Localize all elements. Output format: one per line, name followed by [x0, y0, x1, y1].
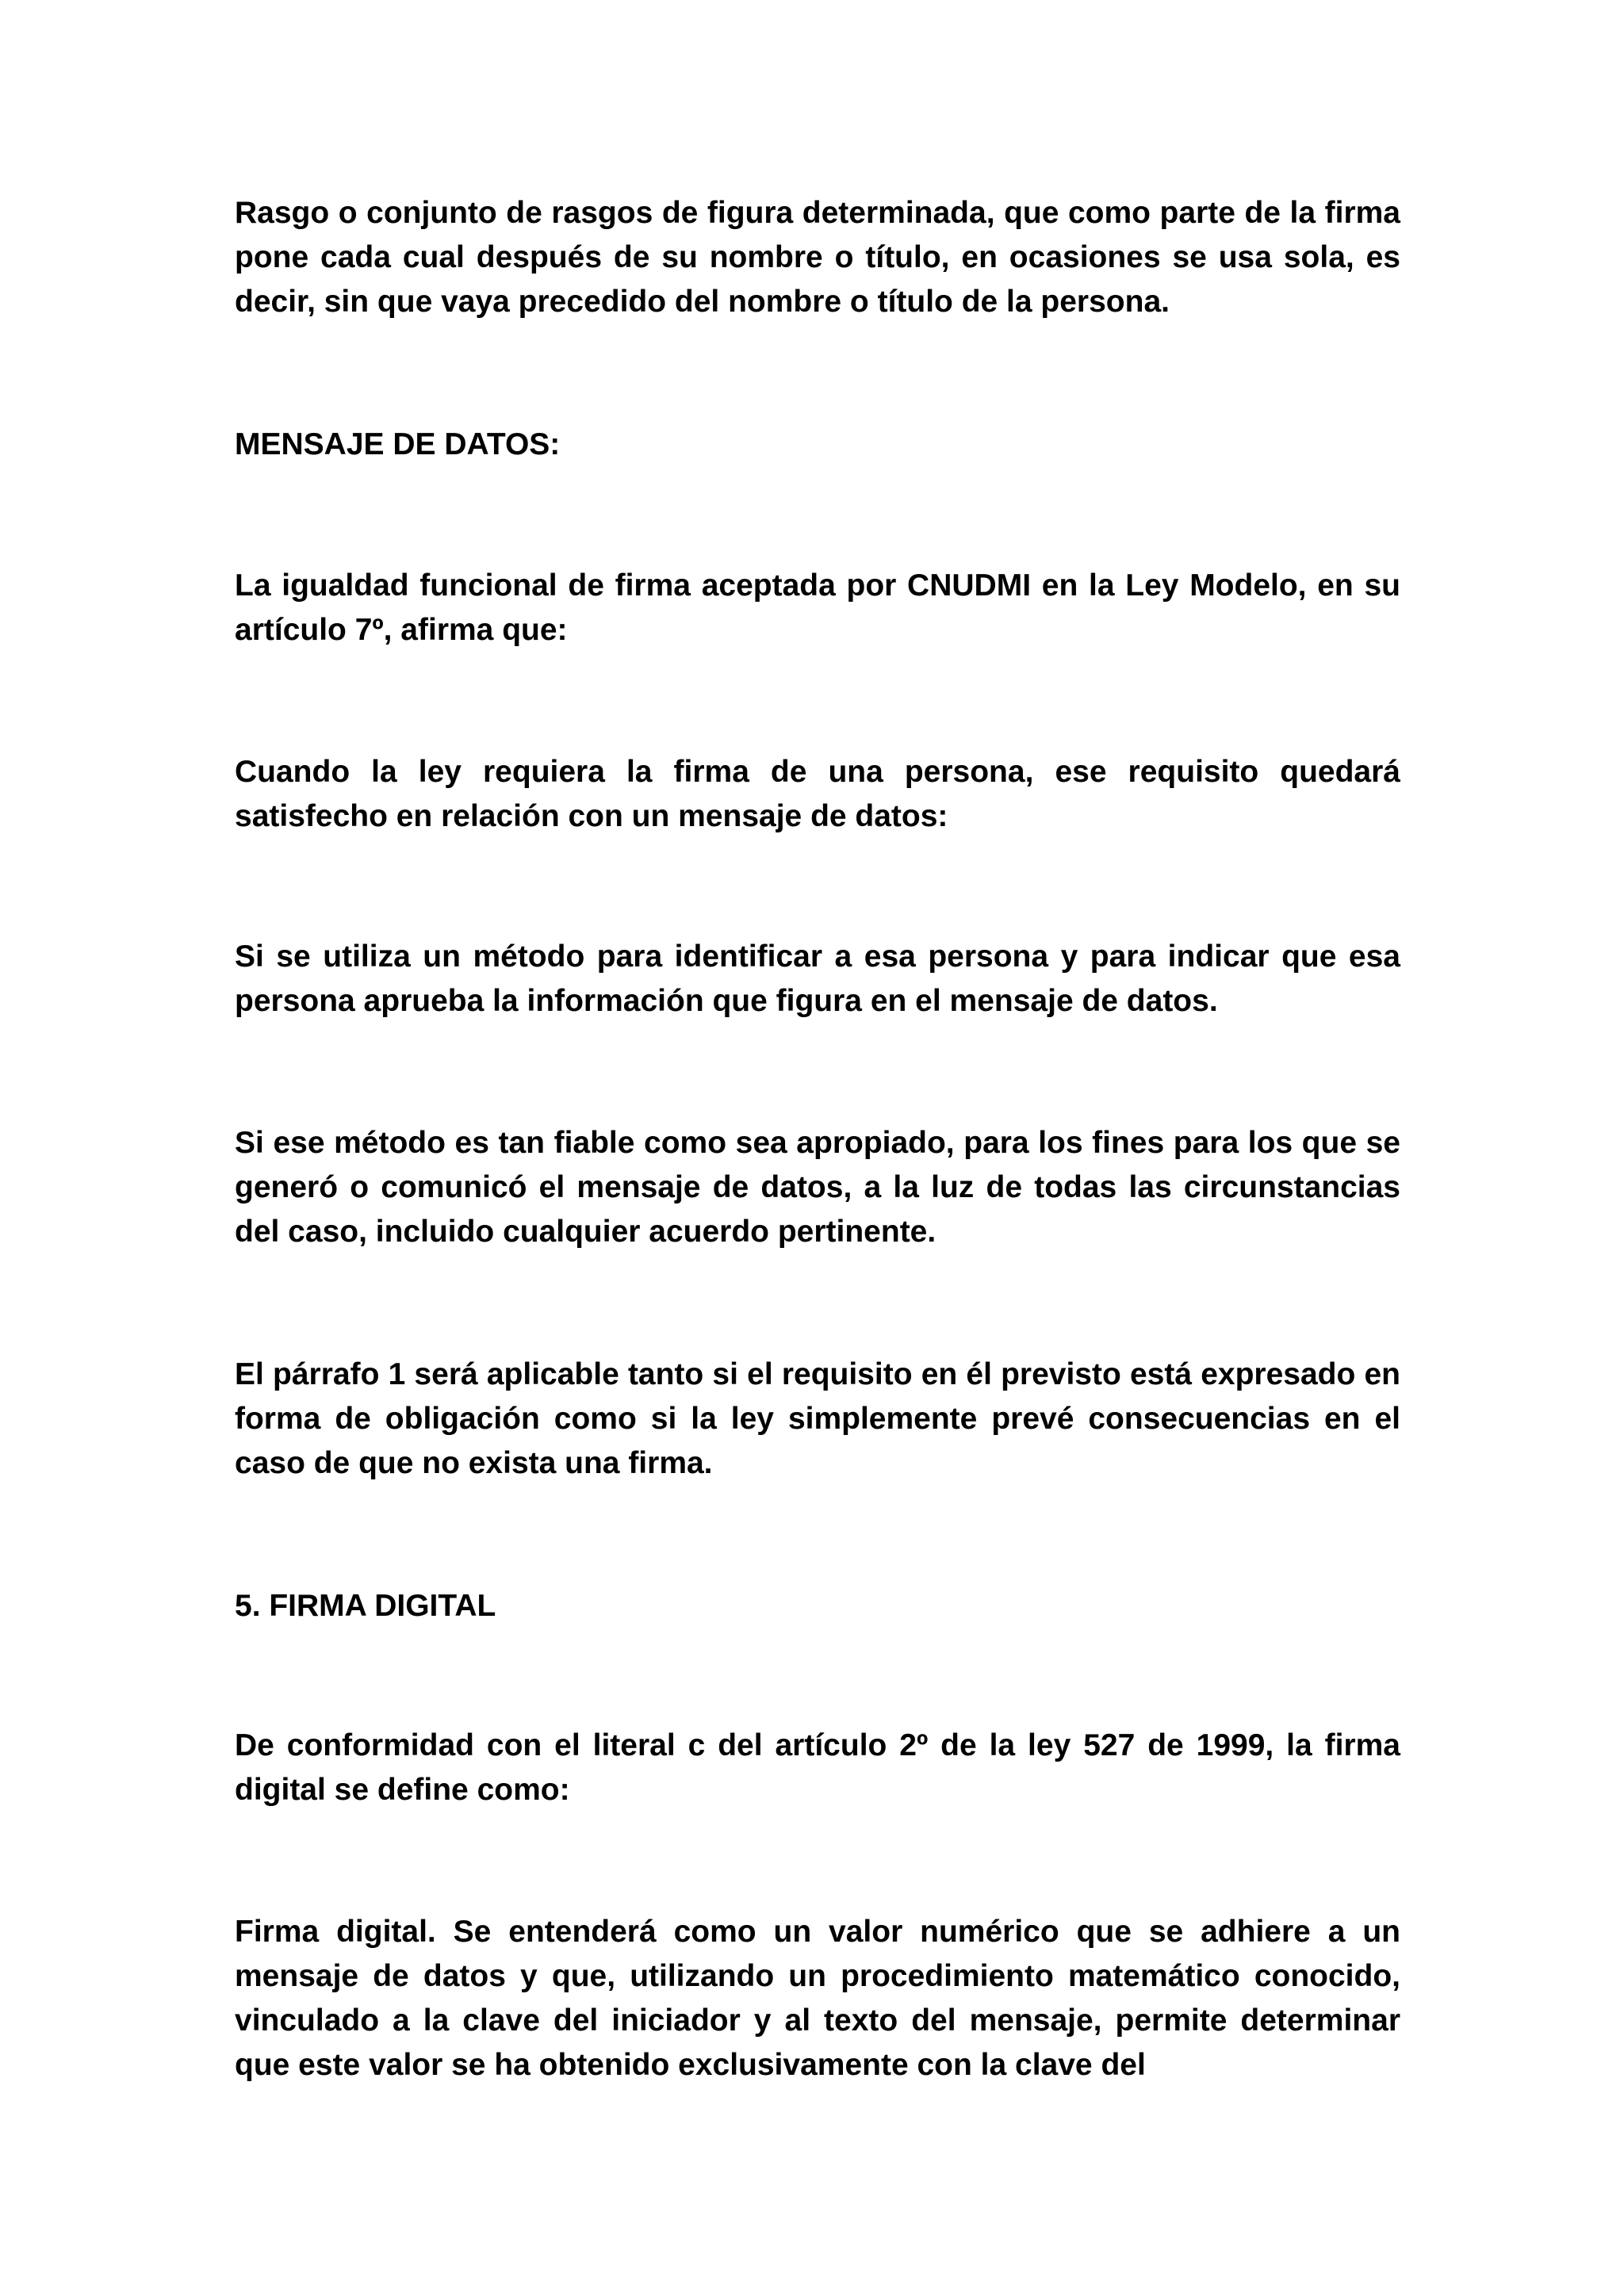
paragraph-si-se-utiliza: Si se utiliza un método para identificar a esa persona y para indicar que esa persona aprueba la información que figura en el mensaje de datos.: [235, 939, 1400, 1018]
paragraph-igualdad-funcional: La igualdad funcional de firma aceptada por CNUDMI en la Ley Modelo, en su artículo 7º, afirma que:: [235, 568, 1400, 647]
paragraph-si-ese-metodo: Si ese método es tan fiable como sea apropiado, para los fines para los que se generó o comunicó el mensaje de datos, a la luz de todas las circunstancias del caso, incluido cualquier acuerdo pertinente.: [235, 1126, 1400, 1249]
paragraph-rasgo-definition: Rasgo o conjunto de rasgos de figura determinada, que como parte de la firma pone cada cual después de su nombre o título, en ocasiones se usa sola, es decir, sin que vaya precedido del nombre o título de la persona.: [235, 196, 1400, 319]
paragraph-firma-digital-definition: Firma digital. Se entenderá como un valor numérico que se adhiere a un mensaje de datos y que, utilizando un procedimiento matemático conocido, vinculado a la clave del iniciador y al texto del mensaje, permite determinar que este valor se ha obtenido exclusivamente con la clave del: [235, 1915, 1400, 2082]
paragraph-cuando-la-ley: Cuando la ley requiera la firma de una persona, ese requisito quedará satisfecho en relación con un mensaje de datos:: [235, 755, 1400, 833]
paragraph-de-conformidad: De conformidad con el literal c del artículo 2º de la ley 527 de 1999, la firma digital se define como:: [235, 1728, 1400, 1807]
heading-firma-digital: 5. FIRMA DIGITAL: [235, 1589, 496, 1623]
paragraph-el-parrafo-1: El párrafo 1 será aplicable tanto si el requisito en él previsto está expresado en forma de obligación como si la ley simplemente prevé consecuencias en el caso de que no exista una firma.: [235, 1357, 1400, 1480]
heading-mensaje-de-datos: MENSAJE DE DATOS:: [235, 427, 561, 461]
